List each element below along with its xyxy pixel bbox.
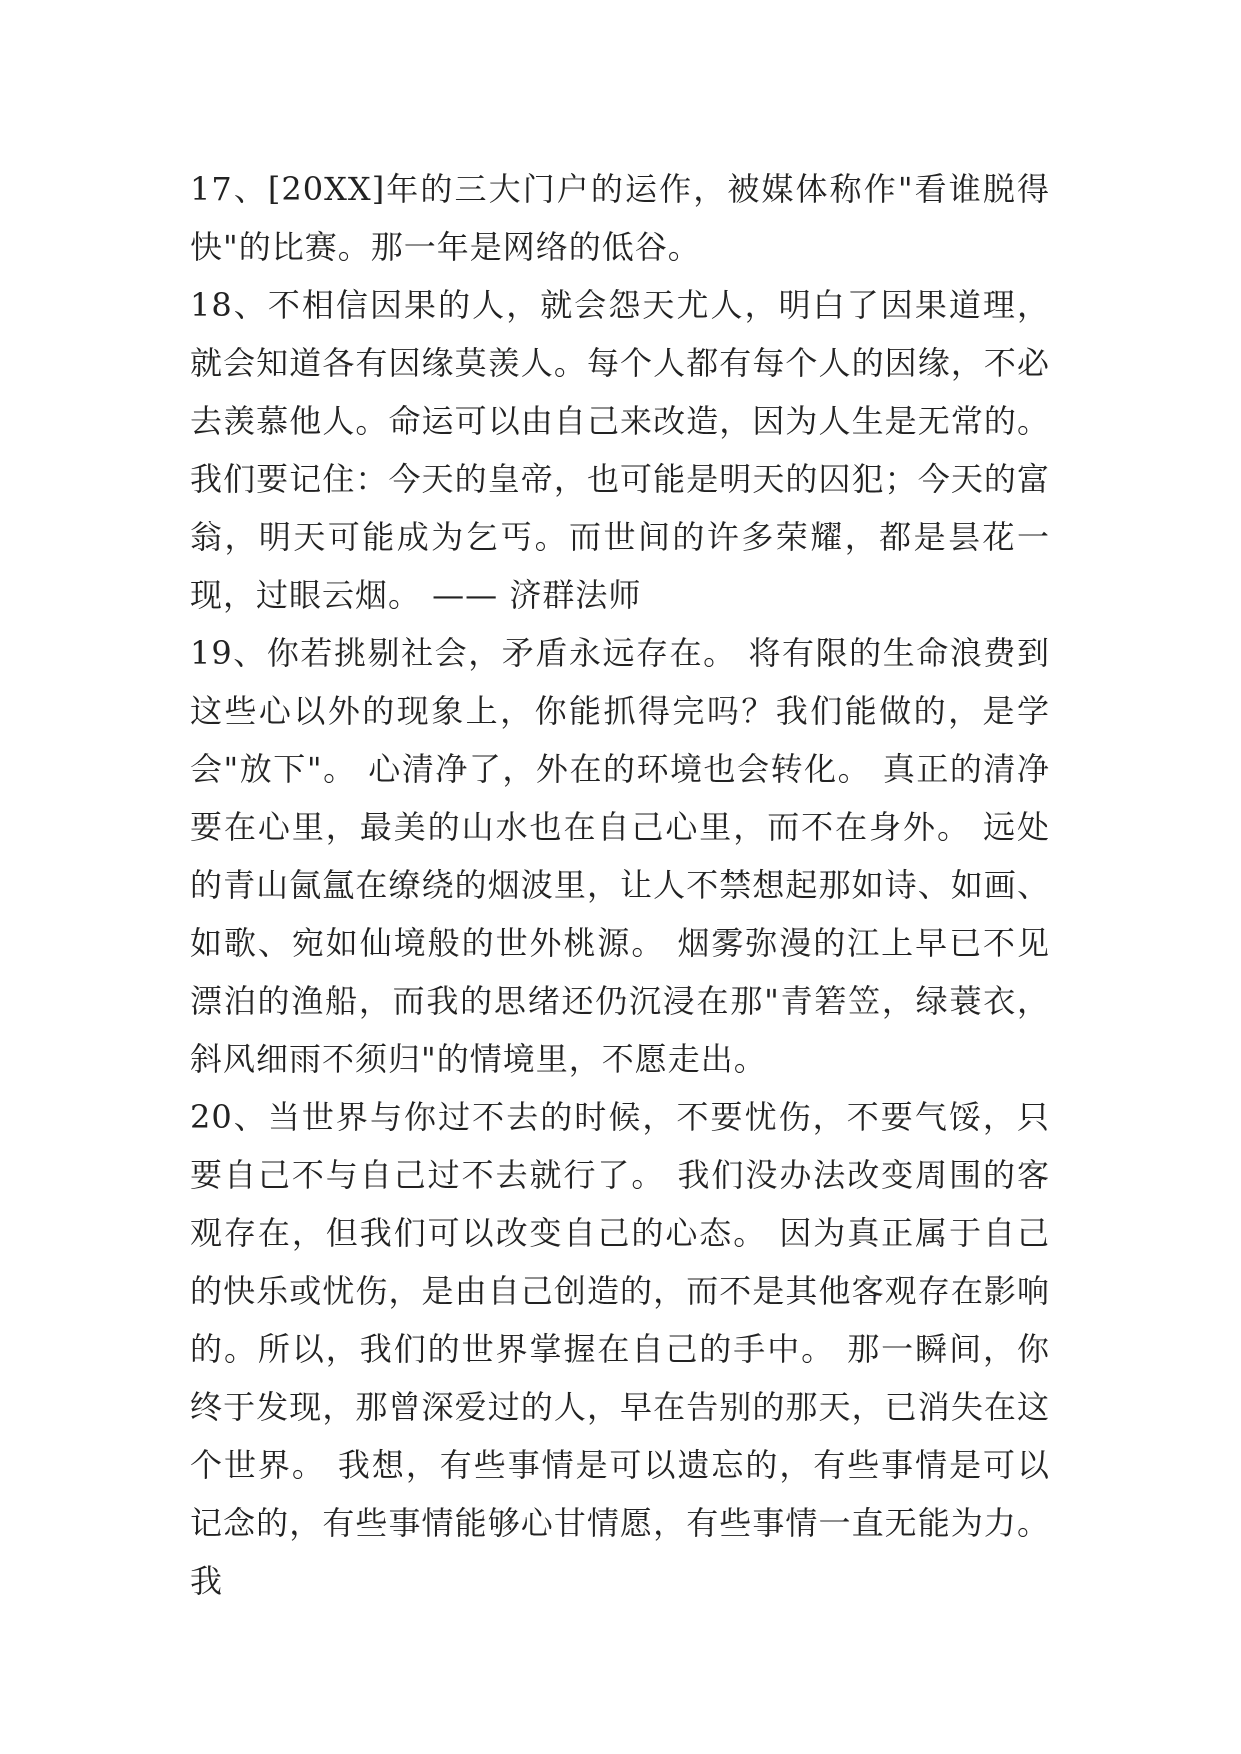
paragraph-18: 18、不相信因果的人，就会怨天尤人，明白了因果道理，就会知道各有因缘莫羡人。每个人都有每个人的因缘，不必去羡慕他人。命运可以由自己来改造，因为人生是无常的。我们要记住：今天的皇帝，也可能是明天的囚犯；今天的富翁，明天可能成为乞丐。而世间的许多荣耀，都是昙花一现，过眼云烟。 —— 济群法师 [190,286,1050,614]
paragraph-17: 17、[20XX]年的三大门户的运作，被媒体称作"看谁脱得快"的比赛。那一年是网络的低谷。 [190,170,1050,266]
paragraph-19: 19、你若挑剔社会，矛盾永远存在。 将有限的生命浪费到这些心以外的现象上，你能抓得完吗？我们能做的，是学会"放下"。 心清净了，外在的环境也会转化。 真正的清净要在心里，最美的山水也在自己心里，而不在身外。 远处的青山氤氲在缭绕的烟波里，让人不禁想起那如诗、如画、如歌、宛如仙境般的世外桃源。 烟雾弥漫的江上早已不见漂泊的渔船，而我的思绪还仍沉浸在那"青箬笠，绿蓑衣，斜风细雨不须归"的情境里，不愿走出。 [190,634,1050,1078]
paragraph-20: 20、当世界与你过不去的时候，不要忧伤，不要气馁，只要自己不与自己过不去就行了。 我们没办法改变周围的客观存在，但我们可以改变自己的心态。 因为真正属于自己的快乐或忧伤，是由自己创造的，而不是其他客观存在影响的。所以，我们的世界掌握在自己的手中。 那一瞬间，你终于发现，那曾深爱过的人，早在告别的那天，已消失在这个世界。 我想，有些事情是可以遗忘的，有些事情是可以记念的，有些事情能够心甘情愿，有些事情一直无能为力。 我 [190,1098,1050,1600]
document-body [190,160,1050,1610]
